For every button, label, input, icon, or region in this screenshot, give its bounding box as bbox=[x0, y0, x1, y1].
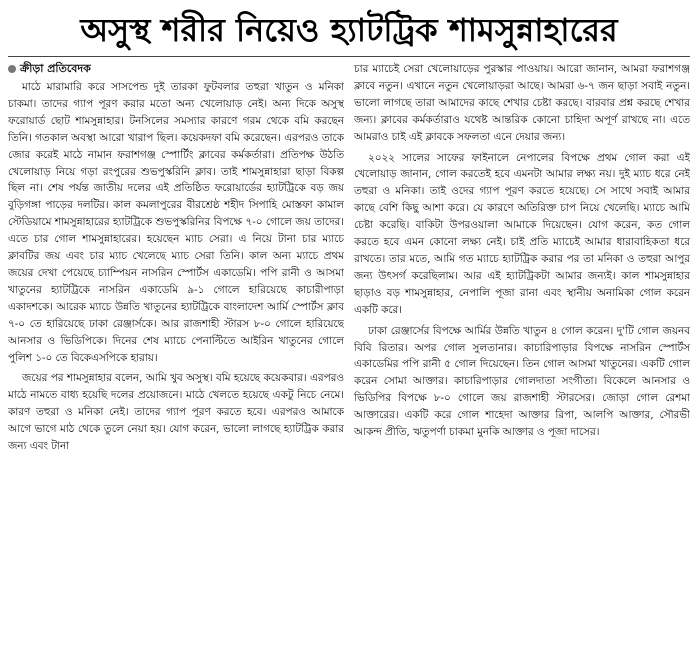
paragraph: জয়ের পর শামসুন্নাহার বলেন, আমি খুব অসুস্থ। বমি হয়েছে কয়েকবার। এরপরও মাঠে নামতে বাধ্য হয়েছি দলের প্রয়োজনে। মাঠে খেলতে হয়েছে একটু নিচে নেমে। কারণ তহুরা ও মনিকা নেই। তাদের গ্যাপ পূরণ করতে হবে। এরপরও আমাকে আগে ভাগে মাঠ থেকে তুলে নেয়া হয়। যোগ করেন, ভালো লাগছে হ্যাটট্রিক করার জন্য এবং টানা bbox=[8, 372, 344, 453]
byline bbox=[8, 61, 344, 77]
paragraph: ঢাকা রেঞ্জার্সের বিপক্ষে আর্মির উন্নতি খাতুন ৪ গোল করেন। দু'টি গোল জয়নব বিবি রিতার। অপর গোল সুলতানার। কাচারিপাড়ার বিপক্ষে নাসরিন স্পোর্টস একাডেমির পপি রানী ৫ গোল দিয়েছেন। তিন গোল আসমা খাতুনের। একটি গোল করেন সোমা আক্তার। কাচারিপাড়ার গোলদাতা সংগীতা। বিকেলে আনসার ও ভিডিপির বিপক্ষে ৮-০ গোলে জয় রাজশাহী স্টারসের। জোড়া গোল রেশমা আক্তারের। একটি করে গোল শাহেদা আক্তার রিপা, আলপি আক্তার, সৌরভী আকন্দ প্রীতি, ঋতুপর্ণা চাকমা মুনকি আক্তার ও পূজা দাসের। bbox=[354, 324, 690, 439]
headline: অসুস্থ শরীর নিয়েও হ্যাটট্রিক শামসুন্নাহারের bbox=[80, 11, 618, 49]
bullet-icon bbox=[8, 65, 16, 73]
headline-divider bbox=[8, 56, 690, 57]
paragraph: চার ম্যাচেই সেরা খেলোয়াড়ের পুরস্কার পাওয়ায়। আরো জানান, আমরা ফরাশগঞ্জ ক্লাবে নতুন। এখানে নতুন খেলোয়াড়রা আছে। আমরা ৬-৭ জন ছাড়া সবাই নতুন। ভালো লাগছে তারা আমাদের কাছে শেখার চেষ্টা করছে। বারবার প্রশ্ন করছে শেখার জন্য। ক্লাবের কর্মকর্তারাও যথেষ্ট আন্তরিক কোনো চাহিদা অপূর্ণ রাখছে না। এতে আমরাও চাই এই ক্লাবকে সফলতা এনে দেয়ার জন্য। bbox=[354, 63, 690, 143]
right-column bbox=[354, 61, 690, 651]
left-column bbox=[8, 61, 344, 651]
article-columns bbox=[8, 61, 690, 651]
paragraph: মাঠে মারামারি করে সাসপেন্ড দুই তারকা ফুটবলার তহুরা খাতুন ও মনিকা চাকমা। তাদের গ্যাপ পূরণ করার মতো অন্য খেলোয়াড় নেই। অন্য দিকে অসুস্থ ফরোয়ার্ড ছোট শামসুন্নাহার। টনসিলের সমস্যার কারণে গরম থেকে বমি করছেন তিনি। গতকাল অবস্থা আরো খারাপ ছিল। কয়েকদফা বমি করেছেন। এরপরও তাকে জোর করেই মাঠে নামান ফরাশগঞ্জ স্পোর্টিং ক্লাবের কর্মকর্তারা। প্রতিপক্ষ উঠতি খেলোয়াড় নিয়ে গড়া রংপুরের শুভপুস্করিনি ক্লাব। তাই শামসুন্নাহারা ছাড়া বিকল্প ছিল না। শেষ পর্যন্ত জাতীয় দলের এই প্রতিষ্ঠিত ফরোয়ার্ডের হ্যাটট্রিকে বড় জয় বুড়িগঙ্গা পাড়ের দলটির। কাল কমলাপুরের বীরশ্রেষ্ঠ শহীদ সিপাহি মোস্তফা কামাল স্টেডিয়ামে শামসুন্নাহারের হ্যাটট্রিকে শুভপুস্করিনির বিপক্ষে ৭-০ গোলে জয় তাদের। এতে চার গোল শামসুন্নাহারের। হয়েছেন ম্যাচ সেরা। এ নিয়ে টানা চার ম্যাচে ক্লাবটির জয় এবং চার ম্যাচ খেলেছে ম্যাচ সেরা তিনি। কাল অন্য ম্যাচে প্রথম জয়ের দেখা পেয়েছে চ্যাম্পিয়ন নাসরিন স্পোর্টস একাডেমি। পপি রানী ও আসমা খাতুনের হ্যাটট্রিকে নাসরিন একাডেমি ৯-১ গোলে হারিয়েছে কাচারীপাড়া একাদশকে। আরেক ম্যাচে উন্নতি খাতুনের হ্যাটট্রিকে বাংলাদেশ আর্মি স্পোর্টস ক্লাব ৭-০ তে হারিয়েছে ঢাকা রেঞ্জার্সকে। আর রাজশাহী স্টারস ৮-০ গোলে হারিয়েছে আনসার ও ভিডিপিকে। দিনের শেষ ম্যাচে পেনাল্টিতে আইরিন খাতুনের গোলে পুলিশ ১-০ তে বিকেএসপিকে হারায়। bbox=[8, 81, 344, 364]
paragraph: ২০২২ সালের সাফের ফাইনালে নেপালের বিপক্ষে প্রথম গোল করা এই খেলোয়াড় জানান, গোল করতেই হবে এমনটা আমার লক্ষ্য নয়। দুই ম্যাচ ধরে নেই তহুরা ও মনিকা। তাই ওদের গ্যাপ পূরণ করতে হয়েছে। সে সাথে সবাই আমার কাছে বেশি কিছু আশা করে। যে কারণে অতিরিক্ত চাপ নিয়ে খেলেছি। ম্যাচে আমি চেষ্টা করেছি। বাকিটা উপরওয়ালা আমাকে দিয়েছেন। যোগ করেন, কত গোল করতে হবে এমন কোনো লক্ষ্য নেই। চাই প্রতি ম্যাচেই আমার ধারাবাহিকতা ধরে রাখতে। তার মতে, আমি গত ম্যাচে হ্যাটট্রিক করার পর তা মনিকা ও তহুরা আপুর জন্য উৎসর্গ করেছিলাম। আর এই হ্যাটট্রিকটা আমার জন্যই। কাল শামসুন্নাহার ছাড়াও বড় শামসুন্নাহার, নেপালি পূজা রানা এবং স্থানীয় অনামিকা গোল করেন একটি করে। bbox=[354, 151, 690, 316]
byline-text: ক্রীড়া প্রতিবেদক bbox=[20, 61, 91, 75]
